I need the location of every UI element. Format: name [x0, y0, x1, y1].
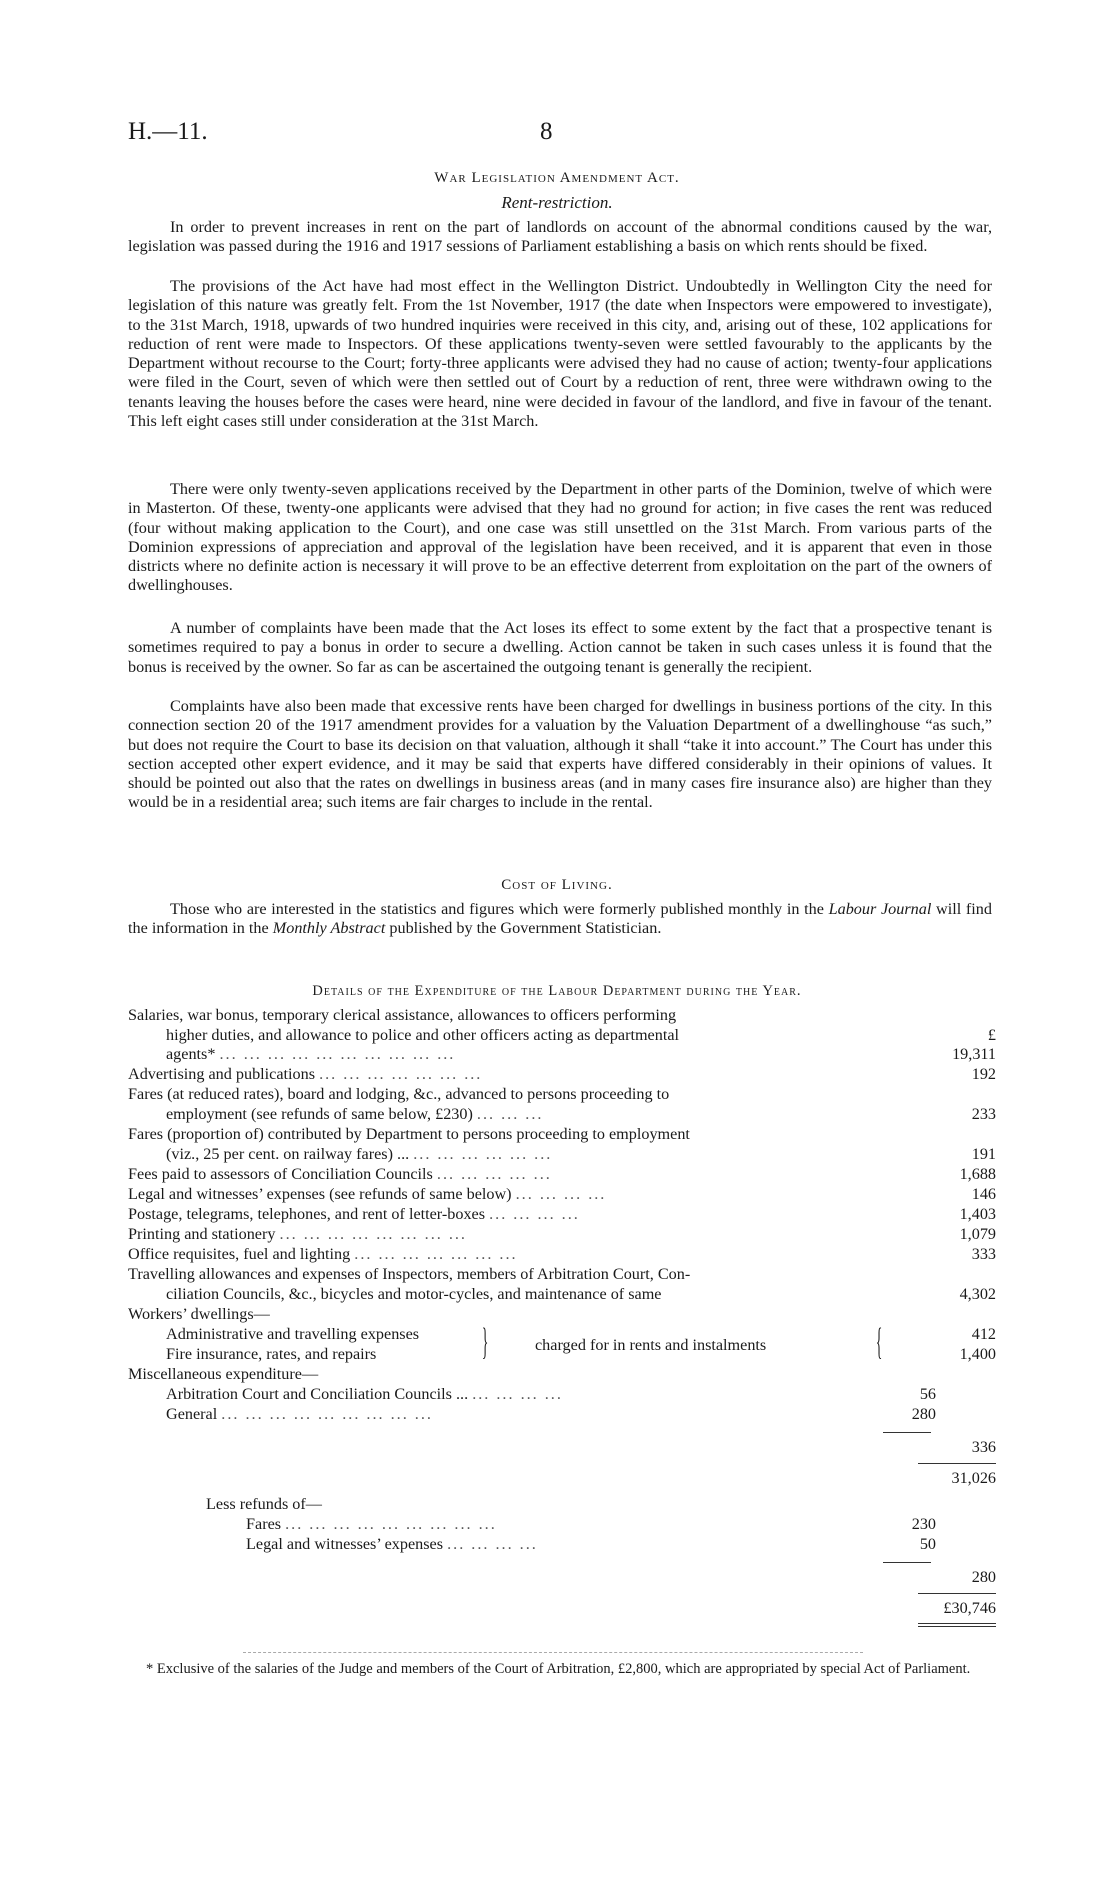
- amount-travelling: 4,302: [959, 1285, 996, 1303]
- table-row: [128, 1568, 996, 1588]
- expenditure-title: Details of the Expenditure of the Labour Department during the Year.: [312, 983, 802, 999]
- table-row: Fares (at reduced rates), board and lodging, &c., advanced to persons proceeding to: [128, 1085, 670, 1103]
- page-number: 8: [540, 118, 553, 145]
- rule-misc: [883, 1432, 931, 1433]
- rule-refunds: [883, 1562, 931, 1563]
- table-row: (viz., 25 per cent. on railway fares) ... ... ... ... ... ... ... 191: [166, 1145, 996, 1163]
- amount-fares-reduced: 233: [971, 1105, 996, 1123]
- table-row: [128, 1599, 996, 1619]
- brace-left: }: [481, 1321, 489, 1363]
- amount-gross-total: 31,026: [951, 1469, 996, 1487]
- amount-workers-fire: 1,400: [959, 1345, 996, 1363]
- brace-right: {: [875, 1321, 883, 1363]
- amount-advertising: 192: [971, 1065, 996, 1083]
- amount-fees: 1,688: [959, 1165, 996, 1183]
- amount-refund-fares: 230: [911, 1515, 936, 1533]
- paragraph-1: In order to prevent increases in rent on the part of landlords on account of the abnormal conditions caused by the war, legislation was passed during the 1916 and 1917 sessions of Parliament establishing a basis on which rents should be fixed.: [128, 218, 992, 256]
- paragraph-2: The provisions of the Act have had most effect in the Wellington District. Undoubtedly in Wellington City the need for legislation of this nature was greatly felt. From the 1st November, 1917 (the date when Inspectors were empowered to investigate), to the 31st March, 1918, upwards of two hundred inquiries were received in this city, and, arising out of these, 102 applications for reduction of rent were made to Inspectors. Of these applications twenty-seven were settled favourably to the applicants by the Department without recourse to the Court; forty-three applicants were advised they had no cause of action; twenty-four applications were filed in the Court, seven of which were then settled out of Court by a reduction of rent, three were withdrawn owing to the tenants leaving the houses before the cases were heard, nine were decided in favour of the landlord, and five in favour of the tenant. This left eight cases still under consideration at the 31st March.: [128, 277, 992, 431]
- amount-refunds-total: 280: [971, 1568, 996, 1586]
- monthly-abstract-title: Monthly Abstract: [272, 919, 386, 938]
- paragraph-4: A number of complaints have been made that the Act loses its effect to some extent by the fact that a prospective tenant is sometimes required to pay a bonus in order to secure a dwelling. Action cannot be taken in such cases unless it is found that the bonus is received by the owner. So far as can be ascertained the outgoing tenant is generally the recipient.: [128, 619, 992, 676]
- cost-text-1: Those who are interested in the statistics and figures which were formerly published monthly in the: [170, 900, 829, 918]
- table-row: ciliation Councils, &c., bicycles and motor-cycles, and maintenance of same 4,302: [166, 1285, 996, 1303]
- labour-journal-title: Labour Journal: [828, 900, 932, 918]
- table-row: charged for in rents and instalments: [535, 1336, 767, 1354]
- rule-net: [918, 1593, 996, 1594]
- section-title-war-legislation: War Legislation Amendment Act.: [434, 170, 680, 186]
- table-row: Fees paid to assessors of Conciliation Councils ... ... ... ... ... 1,688: [128, 1165, 996, 1183]
- table-row: Administrative and travelling expenses 412: [166, 1325, 996, 1343]
- amount-refund-legal: 50: [919, 1535, 936, 1553]
- footnote: * Exclusive of the salaries of the Judge and members of the Court of Arbitration, £2,800, which are appropriated by special Act of Parliament.: [146, 1661, 971, 1677]
- amount-salaries: 19,311: [952, 1045, 996, 1063]
- cost-of-living-paragraph: [128, 900, 992, 939]
- amount-office: 333: [971, 1245, 996, 1263]
- pound-sign: £: [987, 1026, 996, 1044]
- cost-text-3: published by the Government Statistician.: [385, 919, 662, 938]
- amount-printing: 1,079: [959, 1225, 996, 1243]
- table-row: Legal and witnesses’ expenses (see refunds of same below) ... ... ... ... 146: [128, 1185, 996, 1203]
- amount-postage: 1,403: [959, 1205, 996, 1223]
- report-reference: H.—11.: [128, 118, 208, 145]
- table-row: employment (see refunds of same below, £230) ... ... ... 233: [166, 1105, 996, 1123]
- amount-fares-proportion: 191: [971, 1145, 996, 1163]
- section-subtitle-rent-restriction: Rent-restriction.: [501, 193, 613, 212]
- table-row: Legal and witnesses’ expenses ... ... ... ... 50: [246, 1535, 936, 1553]
- amount-misc-total: 336: [971, 1438, 996, 1456]
- rule-net-under-2: [918, 1626, 996, 1627]
- rule-gross: [918, 1463, 996, 1464]
- table-row: agents* ... ... ... ... ... ... ... ... ... ... 19,311: [166, 1045, 996, 1063]
- rule-net-under-1: [918, 1623, 996, 1624]
- table-row: [128, 1438, 996, 1458]
- table-row: Fares (proportion of) contributed by Department to persons proceeding to employment: [128, 1125, 690, 1143]
- table-row: higher duties, and allowance to police and other officers acting as departmental £: [166, 1026, 996, 1044]
- table-row: [128, 1469, 996, 1489]
- amount-misc-arbitration: 56: [919, 1385, 936, 1403]
- table-row: Fire insurance, rates, and repairs 1,400: [166, 1345, 996, 1363]
- table-row: Office requisites, fuel and lighting ... ... ... ... ... ... ... 333: [128, 1245, 996, 1263]
- table-row: Workers’ dwellings—: [128, 1305, 270, 1323]
- amount-legal: 146: [971, 1185, 996, 1203]
- table-row: Printing and stationery ... ... ... ... ... ... ... ... 1,079: [128, 1225, 996, 1243]
- paragraph-3: There were only twenty-seven applications received by the Department in other parts of the Dominion, twelve of which were in Masterton. Of these, twenty-one applicants were advised that they had no ground for action; in five cases the rent was reduced (four without making application to the Court), and one case was still unsettled on the 31st March. From various parts of the Dominion expressions of appreciation and approval of the legislation have been received, and it is apparent that even in those districts where no definite action is necessary it will prove to be an effective deterrent from exploitation on the part of the owners of dwellinghouses.: [128, 480, 992, 595]
- table-row: Travelling allowances and expenses of Inspectors, members of Arbitration Court, Con-: [128, 1265, 691, 1283]
- table-row: Salaries, war bonus, temporary clerical assistance, allowances to officers performing: [128, 1006, 677, 1024]
- footnote-separator: [243, 1652, 863, 1653]
- amount-misc-general: 280: [911, 1405, 936, 1423]
- table-row: Arbitration Court and Conciliation Councils ... ... ... ... ... 56: [166, 1385, 936, 1403]
- table-row: Postage, telegrams, telephones, and rent of letter-boxes ... ... ... ... 1,403: [128, 1205, 996, 1223]
- table-row: General ... ... ... ... ... ... ... ... ... 280: [166, 1405, 936, 1423]
- amount-workers-admin: 412: [971, 1325, 996, 1343]
- table-row: Fares ... ... ... ... ... ... ... ... ... 230: [246, 1515, 936, 1533]
- section-title-cost-of-living: Cost of Living.: [501, 877, 613, 893]
- table-row: Less refunds of—: [206, 1495, 322, 1513]
- table-row: Advertising and publications ... ... ... ... ... ... ... 192: [128, 1065, 996, 1083]
- cost-text-2: will find the information in the: [128, 900, 992, 938]
- table-row: Miscellaneous expenditure—: [128, 1365, 319, 1383]
- paragraph-5: Complaints have also been made that excessive rents have been charged for dwellings in business portions of the city. In this connection section 20 of the 1917 amendment provides for a valuation by the Valuation Department of a dwellinghouse “as such,” but does not require the Court to base its decision on that valuation, although it shall “take it into account.” The Court has under this section accepted other expert evidence, and it may be said that experts have differed considerably in their opinions of values. It should be pointed out also that the rates on dwellings in business areas (and in many cases fire insurance also) are higher than they would be in a residential area; such items are fair charges to include in the rental.: [128, 697, 992, 812]
- amount-net-total: £30,746: [943, 1599, 996, 1617]
